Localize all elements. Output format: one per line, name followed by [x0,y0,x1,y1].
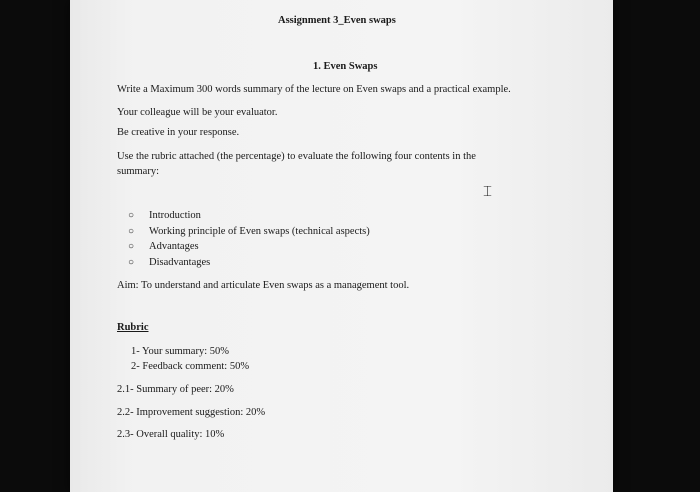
list-item [128,255,370,271]
rubric-item: 2- Feedback comment: 50% [131,361,250,372]
bullet-text: Working principle of Even swaps (technical aspects) [149,225,370,237]
list-item [128,239,370,255]
bullet-icon: ○ [128,256,135,268]
bullet-icon: ○ [128,241,135,252]
rubric-item: 2.3- Overall quality: 10% [117,429,225,440]
document-title: Assignment 3_Even swaps [278,15,396,26]
list-item [128,208,370,224]
bullet-icon: ○ [128,225,135,237]
instruction-paragraph: Write a Maximum 300 words summary of the lecture on Even swaps and a practical example. [117,84,511,95]
rubric-instruction-continued: summary: [117,166,159,177]
text-cursor-icon: ⌶ [483,182,493,200]
list-item [128,224,370,240]
bullet-icon: ○ [128,210,135,221]
document-page [70,0,613,492]
bullet-text: Introduction [149,210,201,221]
section-heading: 1. Even Swaps [313,61,378,72]
rubric-instruction-paragraph: Use the rubric attached (the percentage) to evaluate the following four contents in the [117,151,476,162]
rubric-item: 2.1- Summary of peer: 20% [117,384,234,395]
rubric-title: Rubric [117,322,149,333]
bullet-text: Advantages [149,241,199,252]
aim-statement: Aim: To understand and articulate Even swaps as a management tool. [117,280,410,291]
bullet-text: Disadvantages [149,256,211,268]
evaluator-paragraph: Your colleague will be your evaluator. [117,107,278,118]
rubric-item: 1- Your summary: 50% [131,346,230,357]
contents-bullet-list [128,208,370,270]
rubric-item: 2.2- Improvement suggestion: 20% [117,407,266,418]
creative-paragraph: Be creative in your response. [117,127,240,138]
